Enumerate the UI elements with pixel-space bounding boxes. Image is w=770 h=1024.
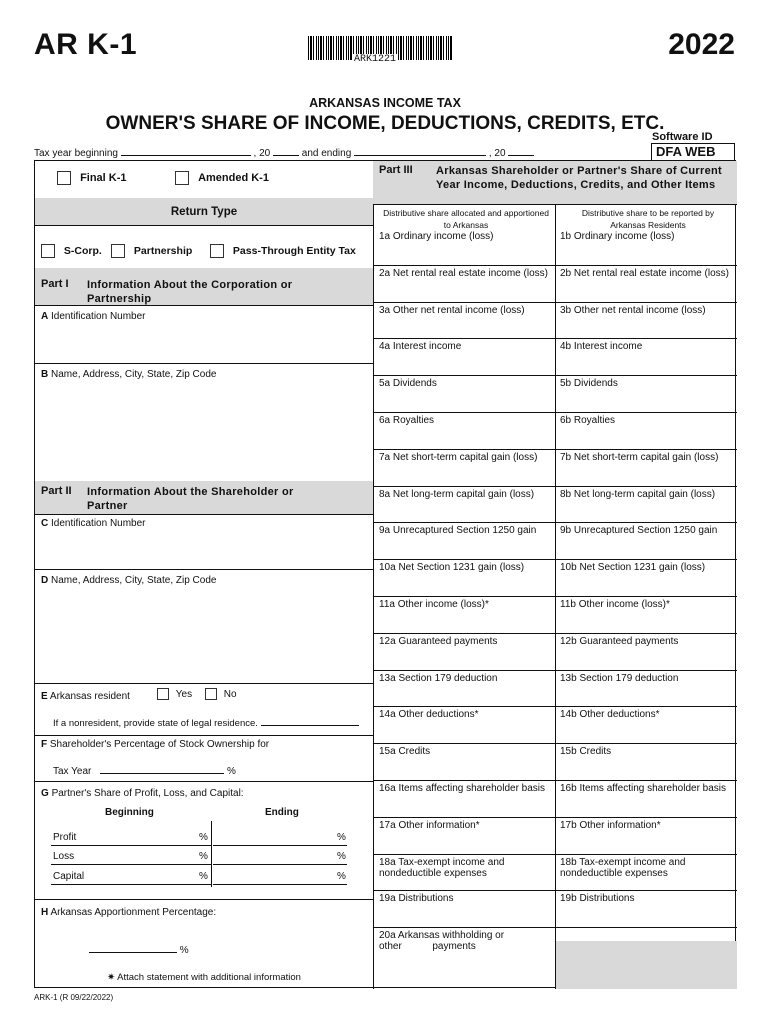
row-divider [373, 486, 737, 487]
form-frame [34, 160, 736, 988]
part2-c [41, 518, 146, 529]
line-12a-label: 12a Guaranteed payments [379, 635, 498, 647]
row-divider [373, 633, 737, 634]
loss-end-field[interactable] [213, 864, 347, 865]
part2-title: Information About the Shareholder or Partner [87, 486, 294, 512]
line-14a-label: 14a Other deductions* [379, 709, 479, 721]
line-5b-label: 5b Dividends [560, 378, 618, 390]
g-profit-label: Profit [53, 832, 77, 843]
line-1a-field[interactable] [375, 243, 553, 264]
line-14a-field[interactable] [375, 721, 553, 742]
tax-year-ending-label: and ending [301, 148, 352, 159]
shareholder-name-address-field[interactable] [39, 589, 369, 681]
line-13b-label: 13b Section 179 deduction [560, 672, 679, 684]
g-capital-label: Capital [53, 871, 85, 882]
g-loss-label: Loss [53, 851, 75, 862]
divider [35, 569, 373, 570]
line-4a-label: 4a Interest income [379, 341, 462, 353]
line-19b-field[interactable] [557, 905, 735, 926]
line-4b-field[interactable] [557, 353, 735, 374]
line-1b-label: 1b Ordinary income (loss) [560, 231, 675, 242]
line-19a-field[interactable] [375, 905, 553, 926]
g-profit-end-pct: % [337, 832, 346, 843]
g-beginning-header: Beginning [105, 807, 154, 818]
line-8a-field[interactable] [375, 501, 553, 522]
h-pct-line [89, 943, 189, 956]
scorp-label: S-Corp. [63, 244, 102, 257]
line-10a-label: 10a Net Section 1231 gain (loss) [379, 562, 525, 574]
tax-year-line [34, 146, 534, 159]
e-text: Arkansas resident [49, 691, 130, 702]
line-20a-field[interactable] [375, 942, 553, 963]
row-20-b-shaded [556, 941, 737, 989]
row-divider [373, 302, 737, 303]
tax-year-begin-field[interactable] [121, 146, 251, 156]
final-k1-label: Final K-1 [80, 171, 127, 184]
line-16b-label: 16b Items affecting shareholder basis [560, 783, 727, 794]
line-15a-label: 15a Credits [379, 746, 431, 758]
line-7b-label: 7b Net short-term capital gain (loss) [560, 451, 719, 463]
line-4b-label: 4b Interest income [560, 341, 643, 353]
line-9a-label: 9a Unrecaptured Section 1250 gain [379, 525, 537, 537]
line-8b-label: 8b Net long-term capital gain (loss) [560, 488, 716, 500]
h-text: Arkansas Apportionment Percentage: [50, 907, 217, 918]
row-divider [373, 890, 737, 891]
line-19b-label: 19b Distributions [560, 893, 635, 905]
line-12b-label: 12b Guaranteed payments [560, 635, 679, 647]
tax-year-comma20-b: , 20 [488, 148, 506, 159]
f-tax-year-line [53, 764, 236, 777]
part1-b [41, 369, 216, 380]
part2-heading [35, 481, 373, 515]
c-letter: C [41, 518, 49, 529]
part1-title: Information About the Corporation or Partnership [87, 279, 293, 305]
line-1b-field[interactable] [557, 243, 735, 264]
d-text: Name, Address, City, State, Zip Code [51, 575, 217, 586]
return-type-pte[interactable] [210, 244, 356, 258]
row-divider [373, 780, 737, 781]
line-7b-field[interactable] [557, 464, 735, 485]
line-10b-field[interactable] [557, 574, 735, 595]
pte-checkbox[interactable] [210, 244, 224, 258]
row-divider [373, 338, 737, 339]
f-pct: % [226, 766, 236, 777]
nonresident-text: If a nonresident, provide state of legal residence. [53, 718, 258, 729]
line-17b-field[interactable] [557, 832, 735, 853]
stock-ownership-pct-field[interactable] [100, 764, 224, 774]
line-5a-label: 5a Dividends [379, 378, 437, 390]
line-17b-label: 17b Other information* [560, 819, 661, 831]
part1-a [41, 311, 146, 322]
row-divider [373, 375, 737, 376]
row-divider [373, 412, 737, 413]
row-divider [373, 670, 737, 671]
line-16a-label: 16a Items affecting shareholder basis [379, 783, 546, 794]
line-14b-label: 14b Other deductions* [560, 709, 660, 721]
line-6a-label: 6a Royalties [379, 415, 435, 426]
part2-e [41, 691, 130, 702]
f-letter: F [41, 739, 48, 750]
g-capital-end-pct: % [337, 871, 346, 882]
line-3a-field[interactable] [375, 317, 553, 338]
part1-num: Part I [41, 278, 69, 290]
b-letter: B [41, 369, 49, 380]
resident-no-option[interactable] [205, 688, 237, 700]
divider [35, 899, 373, 900]
final-k1-checkbox[interactable] [57, 171, 71, 185]
row-divider [373, 706, 737, 707]
row-divider [373, 522, 737, 523]
line-6b-label: 6b Royalties [560, 415, 616, 426]
g-loss-begin-pct: % [199, 851, 208, 862]
attach-note: ✷ Attach statement with additional information [107, 972, 301, 983]
barcode-text: ARK1221 [354, 54, 397, 65]
line-18a-label: 18a Tax-exempt income and nondeductible expenses [379, 856, 538, 879]
line-2a-label: 2a Net rental real estate income (loss) [379, 267, 548, 279]
tax-year-beginning-label: Tax year beginning [34, 148, 118, 159]
part2-f [41, 739, 269, 750]
resident-no-checkbox[interactable] [205, 688, 217, 700]
line-2b-field[interactable] [557, 280, 735, 301]
g-letter: G [41, 788, 49, 799]
id-number-field[interactable] [39, 325, 369, 359]
line-12b-field[interactable] [557, 648, 735, 669]
part2-h [41, 907, 216, 918]
line-15b-label: 15b Credits [560, 746, 612, 758]
part3-title: Arkansas Shareholder or Partner's Share of Current Year Income, Deductions, Credits, and Other Items [436, 165, 722, 191]
line-6b-field[interactable] [557, 427, 735, 448]
center-divider [373, 161, 374, 989]
divider [555, 205, 556, 989]
part2-d [41, 575, 216, 586]
form-year: 2022 [668, 28, 735, 61]
nonresident-line [53, 716, 359, 729]
divider [211, 821, 212, 887]
row-divider [373, 559, 737, 560]
line-8b-field[interactable] [557, 501, 735, 522]
software-id-value: DFA WEB [651, 143, 735, 161]
part2-num: Part II [41, 485, 72, 497]
d-letter: D [41, 575, 49, 586]
line-16a-field[interactable] [375, 795, 553, 816]
row-divider [373, 596, 737, 597]
form-revision: ARK-1 (R 09/22/2022) [34, 993, 114, 1002]
state-of-residence-field[interactable] [261, 716, 359, 726]
line-18a-field[interactable] [375, 869, 553, 890]
profit-begin-field[interactable] [51, 845, 211, 846]
line-13a-field[interactable] [375, 685, 553, 706]
g-profit-begin-pct: % [199, 832, 208, 843]
col-a-header: Distributive share allocated and apportioned to Arkansas [383, 208, 549, 230]
row-divider [373, 817, 737, 818]
form-number: AR K-1 [34, 28, 138, 61]
line-3b-field[interactable] [557, 317, 735, 338]
divider [35, 735, 373, 736]
row-divider [373, 449, 737, 450]
resident-yes-option[interactable] [157, 688, 192, 700]
resident-yes-label: Yes [175, 688, 193, 700]
line-6a-field[interactable] [375, 427, 553, 448]
line-13a-label: 13a Section 179 deduction [379, 672, 498, 684]
line-3a-label: 3a Other net rental income (loss) [379, 304, 525, 316]
form-title: OWNER'S SHARE OF INCOME, DEDUCTIONS, CREDITS, ETC. [105, 113, 665, 134]
col-b-header: Distributive share to be reported by Arkansas Residents [581, 208, 715, 230]
part3-num: Part III [379, 164, 413, 176]
line-11b-label: 11b Other income (loss)* [560, 599, 670, 610]
loss-begin-field[interactable] [51, 864, 211, 865]
line-11a-label: 11a Other income (loss)* [379, 599, 489, 610]
row-divider [373, 854, 737, 855]
pte-label: Pass-Through Entity Tax [232, 244, 356, 257]
capital-begin-field[interactable] [51, 884, 211, 885]
line-2b-label: 2b Net rental real estate income (loss) [560, 267, 729, 279]
amended-k1-checkbox[interactable] [175, 171, 189, 185]
line-11a-field[interactable] [375, 611, 553, 632]
line-17a-label: 17a Other information* [379, 819, 480, 831]
row-divider [373, 265, 737, 266]
line-12a-field[interactable] [375, 648, 553, 669]
divider [35, 363, 373, 364]
g-ending-header: Ending [265, 807, 299, 818]
line-5a-field[interactable] [375, 390, 553, 411]
line-20a-label: 20a Arkansas withholding or other payments [379, 930, 505, 953]
amended-k1-option[interactable] [175, 171, 269, 185]
g-text: Partner's Share of Profit, Loss, and Capital: [51, 788, 244, 799]
e-letter: E [41, 691, 48, 702]
line-19a-label: 19a Distributions [379, 893, 454, 905]
row-divider [373, 743, 737, 744]
line-10a-field[interactable] [375, 574, 553, 595]
line-9a-field[interactable] [375, 537, 553, 558]
line-9b-field[interactable] [557, 537, 735, 558]
final-k1-option[interactable] [57, 171, 127, 185]
row-divider [373, 927, 737, 928]
barcode [308, 36, 452, 70]
h-pct: % [179, 945, 189, 956]
line-15a-field[interactable] [375, 758, 553, 779]
divider [35, 683, 373, 684]
line-2a-field[interactable] [375, 280, 553, 301]
resident-yes-checkbox[interactable] [157, 688, 169, 700]
h-letter: H [41, 907, 49, 918]
apportionment-pct-field[interactable] [89, 943, 177, 953]
a-letter: A [41, 311, 49, 322]
part1-heading [35, 268, 373, 306]
line-13b-field[interactable] [557, 685, 735, 706]
line-1a-label: 1a Ordinary income (loss) [379, 231, 494, 242]
a-text: Identification Number [51, 311, 146, 322]
software-id-label: Software ID [652, 131, 713, 143]
f-text: Shareholder's Percentage of Stock Ownership for [49, 739, 270, 750]
tax-year-end-field[interactable] [354, 146, 486, 156]
shareholder-id-field[interactable] [39, 531, 369, 565]
tax-year-begin-yy-field[interactable] [273, 146, 299, 156]
b-text: Name, Address, City, State, Zip Code [51, 369, 217, 380]
line-7a-field[interactable] [375, 464, 553, 485]
line-18b-field[interactable] [557, 869, 735, 890]
line-5b-field[interactable] [557, 390, 735, 411]
line-9b-label: 9b Unrecaptured Section 1250 gain [560, 525, 718, 537]
return-type-heading: Return Type [35, 198, 373, 226]
scorp-checkbox[interactable] [41, 244, 55, 258]
f-tax-year-label: Tax Year [53, 766, 92, 777]
corp-name-address-field[interactable] [39, 383, 369, 479]
line-16b-field[interactable] [557, 795, 735, 816]
g-capital-begin-pct: % [199, 871, 208, 882]
resident-no-label: No [223, 688, 237, 700]
amended-k1-label: Amended K-1 [198, 171, 269, 184]
divider [35, 781, 373, 782]
line-15b-field[interactable] [557, 758, 735, 779]
part3-heading [373, 161, 737, 205]
line-17a-field[interactable] [375, 832, 553, 853]
profit-end-field[interactable] [213, 845, 347, 846]
partnership-label: Partnership [133, 244, 193, 257]
line-10b-label: 10b Net Section 1231 gain (loss) [560, 562, 706, 574]
capital-end-field[interactable] [213, 884, 347, 885]
tax-year-end-yy-field[interactable] [508, 146, 534, 156]
return-type-scorp[interactable] [41, 244, 102, 258]
line-4a-field[interactable] [375, 353, 553, 374]
line-14b-field[interactable] [557, 721, 735, 742]
line-18b-label: 18b Tax-exempt income and nondeductible expenses [560, 856, 719, 879]
line-8a-label: 8a Net long-term capital gain (loss) [379, 488, 535, 500]
agency-name: ARKANSAS INCOME TAX [309, 96, 461, 110]
partnership-checkbox[interactable] [111, 244, 125, 258]
c-text: Identification Number [51, 518, 146, 529]
part2-g [41, 788, 244, 799]
return-type-partnership[interactable] [111, 244, 192, 258]
g-loss-end-pct: % [337, 851, 346, 862]
line-3b-label: 3b Other net rental income (loss) [560, 304, 706, 316]
line-11b-field[interactable] [557, 611, 735, 632]
line-7a-label: 7a Net short-term capital gain (loss) [379, 451, 538, 463]
tax-year-comma20-a: , 20 [253, 148, 271, 159]
